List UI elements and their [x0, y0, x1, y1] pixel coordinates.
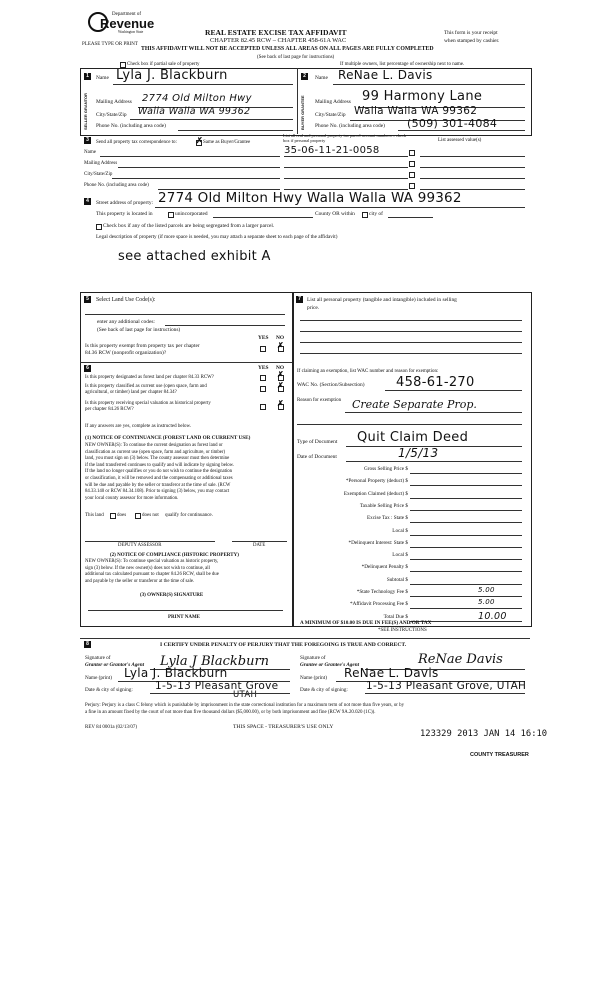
grantor-date-label: Date & city of signing: [85, 687, 133, 693]
grantee-sig-label-1: Signature of [300, 655, 326, 661]
print-name-label: PRINT NAME [168, 615, 200, 620]
fee-row-label: *Affidavit Processing Fee $ [350, 601, 408, 608]
buyer-name-label: Name [315, 75, 328, 81]
wac-label: WAC No. (Section/Subsection) [297, 382, 365, 388]
section-2-number: 2 [301, 73, 308, 80]
grantee-sig-label-2: Grantee or Grantee's Agent [300, 662, 360, 668]
forest-yes-checkbox[interactable] [260, 375, 266, 381]
land-use-see-back: (See back of last page for instructions) [97, 327, 181, 333]
document-type[interactable]: Quit Claim Deed [357, 430, 469, 445]
seller-city[interactable]: Walla Walla WA 99362 [138, 106, 251, 117]
personal-property-label-2: price. [307, 305, 320, 311]
street-address[interactable]: 2774 Old Milton Hwy Walla Walla WA 99362 [158, 190, 462, 206]
certify-statement: I CERTIFY UNDER PENALTY OF PERJURY THAT THE FOREGOING IS TRUE AND CORRECT. [160, 642, 407, 648]
historic-question-2: per chapter 84.26 RCW? [85, 407, 134, 412]
same-as-buyer-check-icon: ✗ [196, 136, 203, 145]
section-3-number: 3 [84, 137, 91, 144]
continuance-line: NEW OWNER(S): To continue the current designation as forest land or [85, 443, 223, 448]
qualify-label: qualify for continuance. [165, 513, 213, 518]
deputy-date-label: DATE [253, 543, 266, 548]
exempt-question-1: Is this property exempt from property tax per chapter [85, 343, 200, 349]
compliance-text [85, 560, 290, 586]
section-6-yes-label: YES [258, 365, 269, 371]
owner-signature-label: (3) OWNER(S) SIGNATURE [140, 593, 204, 598]
continuance-line: 84.33.140 or RCW 84.34.108). Prior to signing (3) below, you may contact [85, 489, 230, 495]
section-1-number: 1 [84, 73, 91, 80]
compliance-line: additional tax calculated pursuant to chapter 84.26 RCW, shall be due [85, 572, 219, 578]
legal-description-label: Legal description of property (if more space is needed, you may attach a separate sheet to each page of the affidavit) [96, 234, 338, 240]
fee-row-label: *Personal Property (deduct) $ [345, 478, 408, 485]
fee-row-line [410, 522, 522, 523]
continuance-line: will be due and payable by the seller or transferor at the time of sale. (RCW [85, 482, 231, 488]
legal-description[interactable]: see attached exhibit A [118, 249, 271, 264]
grantee-name-print[interactable]: ReNae L. Davis [344, 666, 439, 680]
wac-number[interactable]: 458-61-270 [396, 375, 475, 390]
forest-question: Is this property designated as forest land per chapter 84.33 RCW? [85, 375, 214, 380]
fee-row-line [410, 571, 522, 572]
land-use-title: Select Land Use Code(s): [96, 297, 156, 303]
continuance-text [85, 444, 290, 503]
buyer-phone-label: Phone No. (including area code) [315, 123, 385, 129]
exemption-label: If claiming an exemption, list WAC number and reason for exemption: [297, 369, 439, 374]
fee-row-label: Exemption Claimed (deduct) $ [343, 490, 408, 497]
continuance-title: (1) NOTICE OF CONTINUANCE (FOREST LAND OR CURRENT USE) [85, 435, 251, 441]
fee-row-label: Gross Selling Price $ [364, 466, 408, 472]
buyer-mailing[interactable]: 99 Harmony Lane [362, 89, 483, 104]
does-not-checkbox[interactable] [135, 513, 141, 519]
fee-row-line [410, 535, 522, 536]
segregated-label: Check box if any of the listed parcels are being segregated from a larger parcel. [103, 223, 275, 229]
grantee-date-city[interactable]: 1-5-13 Pleasant Grove, UTAH [366, 680, 527, 692]
perjury-line-1: Perjury: Perjury is a class C felony which is punishable by imprisonment in the state correctional institution for a maximum term of not more than five years, or by [85, 703, 405, 708]
city-of-label: city of [369, 211, 383, 217]
send-correspondence-label: Send all property tax correspondence to: [96, 140, 177, 145]
buyer-side-label: BUYER GRANTEE [300, 95, 305, 130]
document-date-label: Date of Document [297, 454, 337, 460]
forest-no-check-icon: ✗ [277, 370, 284, 379]
fee-row-label: *Delinquent Interest: State $ [348, 539, 408, 546]
buyer-phone[interactable]: (509) 301-4084 [407, 117, 498, 130]
this-land-label: This land [85, 513, 104, 518]
grantor-name-label: Name (print) [85, 675, 112, 681]
continuance-line: land, you must sign on (3) below. The county assessor must then determine [85, 456, 230, 462]
form-chapter: CHAPTER 82.45 RCW – CHAPTER 458-61A WAC [210, 37, 347, 44]
rev-number: REV 84 0001a (02/13/07) [85, 725, 137, 730]
segregated-checkbox[interactable] [96, 224, 102, 230]
section-4-number: 4 [84, 198, 91, 205]
exempt-question-2: 84.36 RCW (nonprofit organization)? [85, 350, 167, 356]
form-title: REAL ESTATE EXCISE TAX AFFIDAVIT [205, 28, 347, 37]
compliance-line: NEW OWNER(S): To continue special valuation as historic property, [85, 559, 219, 564]
seller-city-label: City/State/Zip [96, 112, 127, 118]
current-use-question-2: agricultural, or timber) land per chapter 84.34? [85, 390, 177, 395]
seller-name[interactable]: Lyla J. Blackburn [116, 68, 228, 83]
parcel-3-personal-checkbox[interactable] [409, 172, 415, 178]
assessed-value-label: List assessed value(s) [438, 138, 482, 143]
buyer-city[interactable]: Walla Walla WA 99362 [354, 105, 478, 117]
see-instructions-label: *SEE INSTRUCTIONS [378, 628, 427, 633]
fee-row-label: Taxable Selling Price $ [359, 502, 408, 509]
fee-row-line [410, 485, 522, 486]
historic-yes-checkbox[interactable] [260, 404, 266, 410]
exempt-no-check-icon: ✗ [277, 341, 284, 350]
correspondence-city-label: City/State/Zip [84, 172, 113, 177]
parcel-number[interactable]: 35-06-11-21-0058 [284, 145, 380, 156]
fee-row-label: Local $ [392, 552, 408, 559]
document-date[interactable]: 1/5/13 [398, 446, 439, 460]
document-type-label: Type of Document [297, 439, 338, 445]
fee-row-value[interactable]: 10.00 [478, 610, 507, 622]
fee-row-value[interactable]: 5.00 [478, 598, 495, 607]
parcel-2-personal-checkbox[interactable] [409, 161, 415, 167]
street-address-label: Street address of property: [96, 200, 154, 206]
unincorporated-checkbox[interactable] [168, 212, 174, 218]
compliance-line: sign (3) below. If the new owner(s) does not wish to continue, all [85, 565, 210, 571]
section-7-number: 7 [296, 296, 303, 303]
does-label: does [117, 513, 127, 518]
continuance-line: if the land transferred continues to qualify and will indicate by signing below. [85, 462, 235, 468]
county-treasurer-label: COUNTY TREASURER [470, 752, 529, 758]
fee-row-line [410, 608, 522, 609]
minimum-due-label: A MINIMUM OF $10.00 IS DUE IN FEE(S) AND/OR TAX [300, 620, 432, 626]
does-not-label: does not [142, 513, 159, 518]
buyer-city-label: City/State/Zip [315, 112, 346, 118]
continuance-line: classification as current use (open space, farm and agriculture, or timber) [85, 449, 226, 455]
deputy-assessor-label: DEPUTY ASSESSOR [118, 543, 162, 548]
reason-label: Reason for exemption [297, 398, 342, 403]
current-use-yes-checkbox[interactable] [260, 386, 266, 392]
grantee-name-label: Name (print) [300, 675, 327, 681]
same-as-buyer-label: Same as Buyer/Grantee [203, 140, 251, 145]
revenue-wordmark: Revenue [100, 16, 155, 31]
parcel-1-personal-checkbox[interactable] [409, 150, 415, 156]
personal-property-label: List all personal property (tangible and intangible) included in selling [307, 297, 457, 303]
grantor-name-print[interactable]: Lyla J. Blackburn [124, 666, 228, 680]
compliance-title: (2) NOTICE OF COMPLIANCE (HISTORIC PROPERTY) [110, 553, 239, 558]
compliance-line: and payable by the seller or transferor at the time of sale. [85, 578, 195, 584]
fee-row-label: Subtotal $ [386, 576, 408, 583]
seller-phone-label: Phone No. (including area code) [96, 123, 166, 129]
receipt-line-1: This form is your receipt [444, 30, 498, 36]
partial-sale-label: Check box if partial sale of property [127, 62, 200, 67]
fee-row-line [410, 473, 522, 474]
fee-row-line [410, 498, 522, 499]
section-8-number: 8 [84, 641, 91, 648]
fee-row-line [410, 510, 522, 511]
continuance-line: your local county assessor for more information. [85, 495, 179, 501]
dept-label: Department of [112, 12, 142, 17]
fee-row-line [410, 559, 522, 560]
exemption-reason[interactable]: Create Separate Prop. [352, 398, 477, 411]
treasurer-stamp: 123329 2013 JAN 14 16:10 [420, 729, 548, 739]
grantee-signature[interactable]: ReNae Davis [418, 652, 503, 667]
section-5-yes-label: YES [258, 335, 269, 341]
parcel-list-label: List all real and personal property tax parcel account numbers – check box if personal property [283, 133, 407, 144]
seller-side-label: SELLER GRANTOR [83, 92, 88, 130]
multiple-owners-label: If multiple owners, list percentage of ownership next to name. [340, 62, 465, 67]
historic-question-1: Is this property receiving special valuation as historical property [85, 401, 211, 406]
grantor-state[interactable]: UTAH [233, 690, 258, 700]
grantor-sig-label-1: Signature of [85, 655, 111, 661]
please-type: PLEASE TYPE OR PRINT [82, 42, 138, 47]
located-label: This property is located in [96, 211, 153, 217]
continuance-line: If the land no longer qualifies or you do not wish to continue the designation [85, 469, 233, 475]
seller-name-label: Name [96, 75, 109, 81]
form-see-back: (See back of last page for instructions) [257, 55, 335, 60]
state-label: Washington State [118, 30, 144, 34]
section-6-number: 6 [84, 365, 91, 372]
treasurer-use-label: THIS SPACE - TREASURER'S USE ONLY [233, 724, 334, 730]
correspondence-name-label: Name [84, 150, 96, 155]
section-5-no-label: NO [276, 335, 285, 341]
seller-mailing-label: Mailing Address [96, 99, 132, 105]
continuance-line: or classification, it will be removed and the compensating or additional taxes [85, 475, 233, 481]
buyer-mailing-label: Mailing Address [315, 99, 351, 105]
fee-row-label: *Delinquent Penalty $ [361, 564, 408, 571]
section-5-number: 5 [84, 296, 91, 303]
correspondence-mailing-label: Mailing Address [84, 161, 118, 166]
fee-row-label: Excise Tax : State $ [366, 515, 408, 522]
grantor-date-city[interactable]: 1-5-13 Pleasant Grove [155, 680, 279, 692]
additional-codes-label: enter any additional codes: [97, 319, 155, 325]
fee-row-label: *State Technology Fee $ [356, 589, 408, 595]
parcel-4-personal-checkbox[interactable] [409, 183, 415, 189]
fee-row-value[interactable]: 5.00 [478, 586, 495, 594]
unincorporated-label: unincorporated [175, 211, 208, 217]
buyer-name[interactable]: ReNae L. Davis [338, 68, 433, 82]
fee-row-label: Total Due $ [383, 613, 408, 620]
county-label: County OR within [315, 211, 355, 217]
fee-row-line [410, 596, 522, 597]
fee-row-line [410, 547, 522, 548]
current-use-question-1: Is this property classified as current use (open space, farm and [85, 384, 207, 389]
historic-no-check-icon: ✗ [277, 399, 284, 408]
correspondence-phone-label: Phone No. (including area code) [84, 183, 149, 188]
city-of-checkbox[interactable] [362, 212, 368, 218]
if-any-yes: If any answers are yes, complete as instructed below. [85, 424, 192, 429]
exempt-yes-checkbox[interactable] [260, 346, 266, 352]
fee-row-line [410, 584, 522, 585]
seller-mailing[interactable]: 2774 Old Milton Hwy [142, 93, 252, 104]
perjury-line-2: a fine in an amount fixed by the court of not more than five thousand dollars ($5,000.00), or by both imprisonment and fine (RCW 9A.20.020 (1C)). [85, 710, 376, 715]
form-warning: THIS AFFIDAVIT WILL NOT BE ACCEPTED UNLESS ALL AREAS ON ALL PAGES ARE FULLY COMPLETED [141, 46, 434, 52]
section-6-no-label: NO [276, 365, 285, 371]
grantor-signature[interactable]: Lyla J Blackburn [160, 654, 270, 669]
grantor-sig-label-2: Grantor or Grantor's Agent [85, 662, 145, 668]
current-use-no-check-icon: ✗ [277, 381, 284, 390]
fee-row-label: Local $ [392, 527, 408, 534]
grantee-date-label: Date & city of signing: [300, 687, 348, 693]
does-checkbox[interactable] [110, 513, 116, 519]
receipt-line-2: when stamped by cashier. [444, 38, 500, 44]
